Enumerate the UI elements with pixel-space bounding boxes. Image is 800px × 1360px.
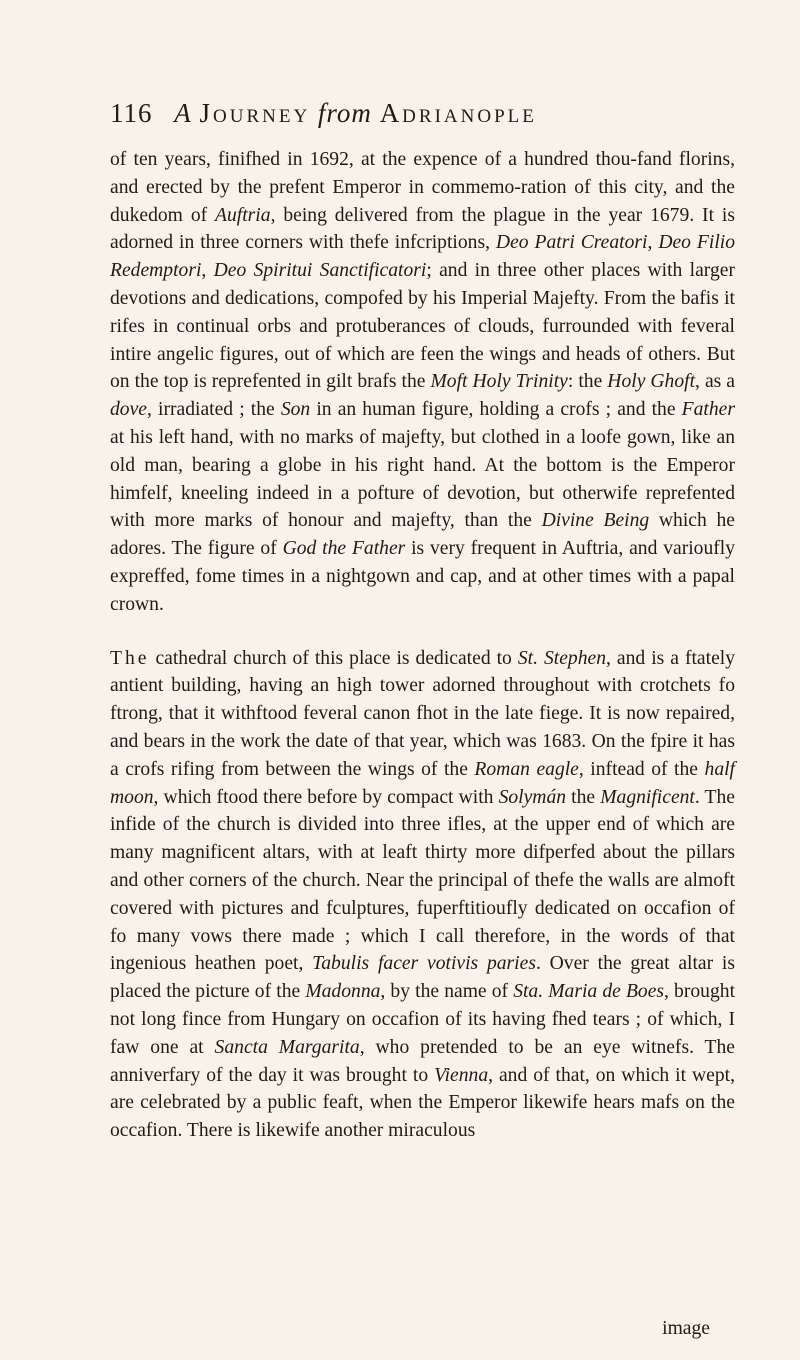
text-run: Roman eagle xyxy=(474,758,579,780)
text-run: Vienna xyxy=(434,1064,489,1086)
paragraph-2 xyxy=(110,645,735,1145)
text-run: , irradiated ; the xyxy=(147,399,281,421)
text-run: Sta. Maria de Boes xyxy=(513,981,665,1003)
header-from: from xyxy=(317,98,372,128)
text-run: Divine Being xyxy=(541,510,650,532)
text-run: is very frequent in Auftria, and varioufly expreffed, fome times in a nightgown and cap, and at other times with a papal crown. xyxy=(110,538,736,615)
text-run: God the Father xyxy=(282,538,406,560)
text-run: . The infide of the church is divided into three ifles, at the upper end of which are many magnificent altars, with at leaft thirty more difperfed about the pillars and other corners of the church. Near the principal of thefe the walls are almoft covered with pictures and fculptures, fuperftitioufly dedicated on occafion of fo many vows there made ; which I call therefore, in the words of that ingenious heathen poet, xyxy=(110,786,736,975)
text-run: in an human figure, holding a crofs ; and the xyxy=(310,399,682,421)
page-number: 116 xyxy=(110,98,153,128)
text-run: dove xyxy=(110,399,147,421)
text-run: ; and in three other places with larger devotions and dedications, compofed by his Imperial Majefty. From the bafis it rifes in continual orbs and protuberances of clouds, furrounded with feveral intire angelic figures, out of which are feen the wings and heads of others. But on the top is reprefented in gilt brafs the xyxy=(110,260,735,393)
text-run: , xyxy=(647,232,659,254)
header-journey: Journey xyxy=(199,98,311,128)
text-run: , as a xyxy=(695,371,735,393)
catchword: image xyxy=(662,1318,710,1339)
text-run: Auftria xyxy=(215,204,271,226)
text-run: Deo Patri Creatori xyxy=(495,232,648,254)
text-run: Holy Ghoft xyxy=(607,371,696,393)
text-run: Magnificent xyxy=(600,786,695,808)
text-run: cathedral church of this place is dedicated to xyxy=(149,647,518,669)
text-run: , who pretended to be an eye witnefs. The anniverfary of the day it was brought to xyxy=(110,1036,736,1086)
text-run: which he adores. The figure of xyxy=(110,510,735,560)
body-text xyxy=(110,146,735,1145)
header-place: Adrianople xyxy=(379,98,537,128)
text-run: Moft Holy Trinity xyxy=(430,371,568,393)
paragraph-2-lead: The xyxy=(110,647,150,669)
text-run: , and is a ftately antient building, having an high tower adorned throughout with crotchets fo ftrong, that it withftood feveral canon fhot in the late fiege. It is now repaired, and bears in the work the date of that year, which was 1683. On the fpire it has a crofs rifing from between the wings of the xyxy=(110,647,736,780)
text-run: of ten years, finifhed in 1692, at the expence of a hundred thou-fand florins, and erected by the prefent Emperor in commemo-ration of this city, and the dukedom of xyxy=(110,149,735,226)
text-run: half moon xyxy=(110,758,735,808)
text-run: Son xyxy=(280,399,311,421)
paragraph-1 xyxy=(110,146,735,619)
text-run: Madonna xyxy=(305,981,381,1003)
text-run: Deo Filio Redemptori xyxy=(110,232,736,282)
text-run: Father xyxy=(681,399,735,421)
text-run: at his left hand, with no marks of majefty, but clothed in a loofe gown, like an old man, bearing a globe in his right hand. At the bottom is the Emperor himfelf, kneeling indeed in a pofture of devotion, but otherwife reprefented with more marks of honour and majefty, than the xyxy=(110,426,735,532)
text-run: , and of that, on which it wept, are celebrated by a public feaft, when the Emperor likewife hears mafs on the occafion. There is likewife another miraculous xyxy=(110,1064,735,1142)
text-run: St. Stephen xyxy=(517,647,607,669)
text-run: : the xyxy=(567,371,608,393)
text-run: , by the name of xyxy=(380,981,514,1003)
text-run: , being delivered from the plague in the year 1679. It is adorned in three corners with thefe infcriptions, xyxy=(110,204,735,254)
text-run: , xyxy=(201,260,214,282)
running-header xyxy=(110,98,710,129)
text-run: the xyxy=(566,786,601,808)
text-run: , which ftood there before by compact with xyxy=(153,786,499,808)
text-run: Tabulis facer votivis paries xyxy=(312,953,536,975)
header-article: A xyxy=(174,98,192,128)
text-run: Deo Spiritui Sanctificatori xyxy=(213,260,427,282)
text-run: , inftead of the xyxy=(578,758,705,780)
text-run: Sancta Margarita xyxy=(214,1036,360,1058)
text-run: Solymán xyxy=(498,786,567,808)
text-run: , brought not long fince from Hungary on occafion of its having fhed tears ; of which, I faw one at xyxy=(110,981,736,1058)
text-run: . Over the great altar is placed the picture of the xyxy=(110,953,735,1003)
